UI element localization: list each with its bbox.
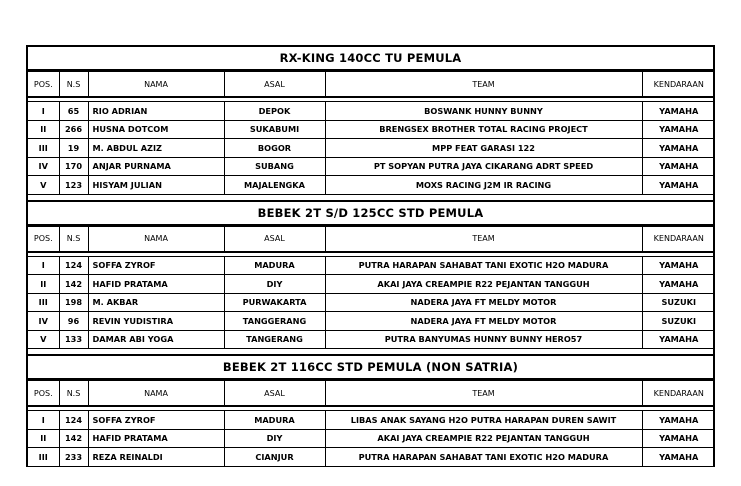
cell-ns: 124	[59, 256, 88, 275]
header-nama: NAMA	[88, 381, 224, 407]
table-row	[28, 275, 715, 294]
cell-nama: DAMAR ABI YOGA	[88, 330, 224, 349]
cell-ns: 65	[59, 102, 88, 121]
header-pos: POS.	[28, 381, 59, 407]
cell-kendaraan: YAMAHA	[642, 176, 715, 195]
results-section	[28, 202, 713, 350]
cell-team: NADERA JAYA FT MELDY MOTOR	[325, 312, 642, 331]
header-team: TEAM	[325, 226, 642, 252]
cell-team: PUTRA HARAPAN SAHABAT TANI EXOTIC H2O MADURA	[325, 448, 642, 467]
cell-asal: MADURA	[224, 411, 325, 430]
cell-nama: RIO ADRIAN	[88, 102, 224, 121]
header-team: TEAM	[325, 72, 642, 98]
cell-nama: M. AKBAR	[88, 293, 224, 312]
header-nama: NAMA	[88, 226, 224, 252]
cell-asal: MADURA	[224, 256, 325, 275]
cell-nama: SOFFA ZYROF	[88, 256, 224, 275]
cell-pos: I	[28, 256, 59, 275]
cell-asal: SUBANG	[224, 157, 325, 176]
table-header-row	[28, 72, 715, 98]
cell-ns: 123	[59, 176, 88, 195]
cell-pos: IV	[28, 312, 59, 331]
cell-asal: PURWAKARTA	[224, 293, 325, 312]
cell-ns: 170	[59, 157, 88, 176]
cell-nama: HUSNA DOTCOM	[88, 120, 224, 139]
cell-kendaraan: YAMAHA	[642, 411, 715, 430]
cell-pos: II	[28, 429, 59, 448]
results-section	[28, 356, 713, 467]
cell-kendaraan: YAMAHA	[642, 429, 715, 448]
cell-pos: II	[28, 120, 59, 139]
cell-nama: ANJAR PURNAMA	[88, 157, 224, 176]
cell-team: PUTRA BANYUMAS HUNNY BUNNY HERO57	[325, 330, 642, 349]
header-pos: POS.	[28, 226, 59, 252]
table-row	[28, 256, 715, 275]
table-row	[28, 157, 715, 176]
cell-kendaraan: YAMAHA	[642, 448, 715, 467]
cell-asal: SUKABUMI	[224, 120, 325, 139]
cell-nama: SOFFA ZYROF	[88, 411, 224, 430]
cell-nama: M. ABDUL AZIZ	[88, 139, 224, 158]
table-row	[28, 176, 715, 195]
cell-ns: 142	[59, 275, 88, 294]
cell-asal: DEPOK	[224, 102, 325, 121]
cell-nama: HAFID PRATAMA	[88, 429, 224, 448]
cell-team: AKAI JAYA CREAMPIE R22 PEJANTAN TANGGUH	[325, 429, 642, 448]
cell-asal: CIANJUR	[224, 448, 325, 467]
cell-nama: REVIN YUDISTIRA	[88, 312, 224, 331]
cell-kendaraan: YAMAHA	[642, 157, 715, 176]
cell-kendaraan: YAMAHA	[642, 139, 715, 158]
table-row	[28, 293, 715, 312]
cell-team: MPP FEAT GARASI 122	[325, 139, 642, 158]
cell-pos: III	[28, 448, 59, 467]
header-kendaraan: KENDARAAN	[642, 226, 715, 252]
results-table	[28, 380, 715, 467]
cell-asal: TANGERANG	[224, 330, 325, 349]
cell-asal: MAJALENGKA	[224, 176, 325, 195]
header-pos: POS.	[28, 72, 59, 98]
results-table	[28, 71, 715, 195]
cell-team: MOXS RACING J2M IR RACING	[325, 176, 642, 195]
table-row	[28, 120, 715, 139]
cell-team: BRENGSEX BROTHER TOTAL RACING PROJECT	[325, 120, 642, 139]
cell-pos: IV	[28, 157, 59, 176]
cell-pos: II	[28, 275, 59, 294]
header-ns: N.S	[59, 381, 88, 407]
table-row	[28, 102, 715, 121]
cell-nama: HAFID PRATAMA	[88, 275, 224, 294]
cell-pos: V	[28, 330, 59, 349]
header-ns: N.S	[59, 226, 88, 252]
cell-team: PT SOPYAN PUTRA JAYA CIKARANG ADRT SPEED	[325, 157, 642, 176]
cell-ns: 133	[59, 330, 88, 349]
header-kendaraan: KENDARAAN	[642, 381, 715, 407]
cell-kendaraan: YAMAHA	[642, 275, 715, 294]
cell-kendaraan: SUZUKI	[642, 293, 715, 312]
cell-nama: REZA REINALDI	[88, 448, 224, 467]
cell-team: LIBAS ANAK SAYANG H2O PUTRA HARAPAN DUREN SAWIT	[325, 411, 642, 430]
cell-asal: BOGOR	[224, 139, 325, 158]
cell-kendaraan: YAMAHA	[642, 102, 715, 121]
cell-ns: 233	[59, 448, 88, 467]
cell-pos: V	[28, 176, 59, 195]
cell-pos: III	[28, 293, 59, 312]
header-asal: ASAL	[224, 72, 325, 98]
table-row	[28, 312, 715, 331]
cell-team: BOSWANK HUNNY BUNNY	[325, 102, 642, 121]
cell-kendaraan: YAMAHA	[642, 256, 715, 275]
cell-ns: 198	[59, 293, 88, 312]
header-nama: NAMA	[88, 72, 224, 98]
header-kendaraan: KENDARAAN	[642, 72, 715, 98]
cell-asal: TANGGERANG	[224, 312, 325, 331]
cell-kendaraan: YAMAHA	[642, 120, 715, 139]
cell-asal: DIY	[224, 429, 325, 448]
table-row	[28, 429, 715, 448]
section-title: BEBEK 2T S/D 125CC STD PEMULA	[28, 202, 713, 226]
results-sheet	[26, 45, 715, 467]
section-divider	[28, 195, 713, 202]
cell-ns: 142	[59, 429, 88, 448]
results-section	[28, 47, 713, 195]
cell-team: NADERA JAYA FT MELDY MOTOR	[325, 293, 642, 312]
cell-team: AKAI JAYA CREAMPIE R22 PEJANTAN TANGGUH	[325, 275, 642, 294]
section-title: BEBEK 2T 116CC STD PEMULA (NON SATRIA)	[28, 356, 713, 380]
cell-ns: 124	[59, 411, 88, 430]
header-asal: ASAL	[224, 226, 325, 252]
cell-team: PUTRA HARAPAN SAHABAT TANI EXOTIC H2O MADURA	[325, 256, 642, 275]
table-header-row	[28, 226, 715, 252]
cell-pos: I	[28, 411, 59, 430]
table-header-row	[28, 381, 715, 407]
section-divider	[28, 349, 713, 356]
table-row	[28, 330, 715, 349]
cell-kendaraan: YAMAHA	[642, 330, 715, 349]
cell-ns: 266	[59, 120, 88, 139]
header-ns: N.S	[59, 72, 88, 98]
header-team: TEAM	[325, 381, 642, 407]
results-table	[28, 226, 715, 350]
cell-ns: 19	[59, 139, 88, 158]
table-row	[28, 448, 715, 467]
section-title: RX-KING 140CC TU PEMULA	[28, 47, 713, 71]
cell-nama: HISYAM JULIAN	[88, 176, 224, 195]
cell-ns: 96	[59, 312, 88, 331]
table-row	[28, 411, 715, 430]
cell-pos: I	[28, 102, 59, 121]
cell-asal: DIY	[224, 275, 325, 294]
table-row	[28, 139, 715, 158]
cell-kendaraan: SUZUKI	[642, 312, 715, 331]
cell-pos: III	[28, 139, 59, 158]
header-asal: ASAL	[224, 381, 325, 407]
